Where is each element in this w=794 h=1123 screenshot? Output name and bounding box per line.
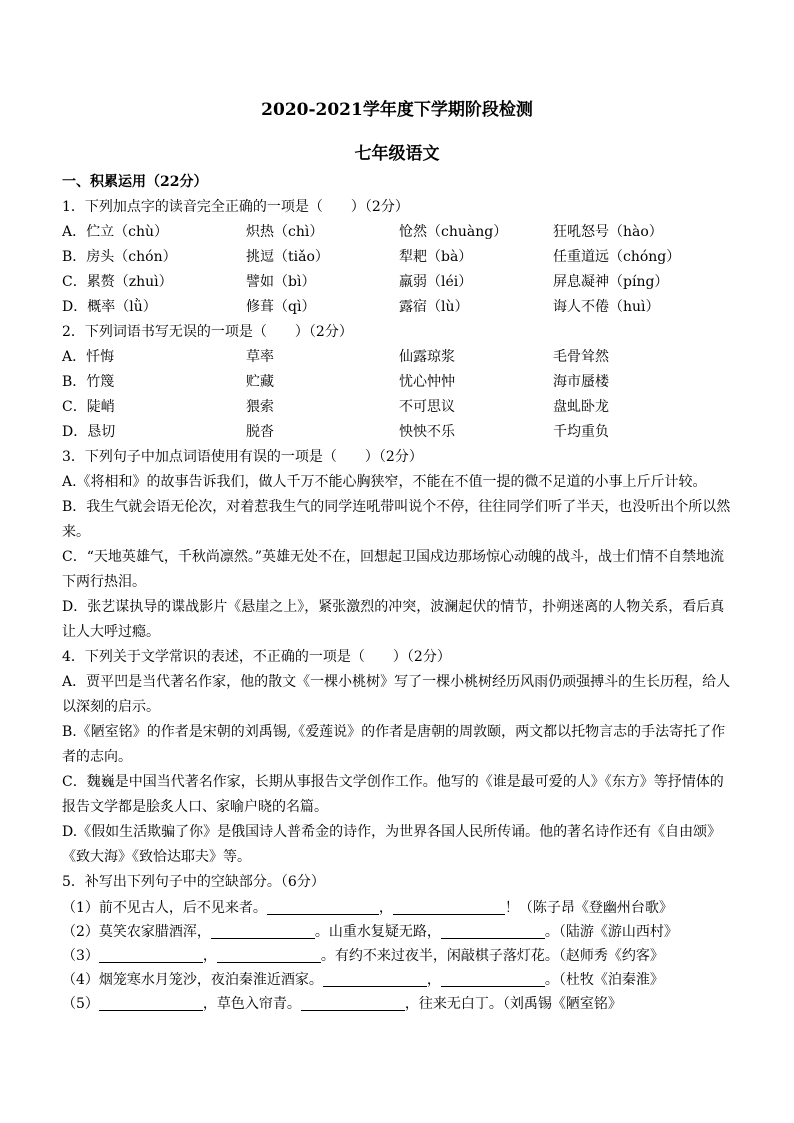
option-cell: 露宿（lù） — [399, 299, 469, 315]
question-2-stem: 2．下列词语书写无误的一项是（ ）（2分） — [62, 324, 353, 340]
question-2-option-a — [62, 345, 738, 370]
fill-line-3 — [62, 944, 738, 969]
option-cell: A．伫立（chù） — [62, 224, 168, 240]
option-cell: B．竹篾 — [62, 374, 115, 390]
question-4-option-b: B.《陋室铭》的作者是宋朝的刘禹锡,《爱莲说》的作者是唐朝的周敦颐，两文都以托物言志的手法寄托了作 — [62, 724, 726, 740]
fill-text: ， — [378, 900, 393, 916]
question-4-stem: 4．下列关于文学常识的表述，不正确的一项是（ ）（2分） — [62, 649, 451, 665]
answer-blank[interactable] — [441, 924, 545, 939]
option-cell: 炽热（chì） — [246, 224, 324, 240]
question-3-option-a: A.《将相和》的故事告诉我们，做人千万不能心胸狭窄，不能在不值一提的微不足道的小事上斤斤计较。 — [62, 474, 707, 490]
option-cell: 任重道远（chóng） — [553, 249, 681, 265]
answer-blank[interactable] — [99, 948, 203, 963]
question-4-option-b-cont: 者的志向。 — [62, 749, 132, 765]
fill-text: ， — [426, 972, 441, 988]
question-1-stem: 1．下列加点字的读音完全正确的一项是（ ）（2分） — [62, 199, 409, 215]
option-cell: 猥索 — [246, 399, 274, 415]
fill-text: 。（杜牧《泊秦淮》 — [544, 972, 664, 988]
exam-title: 2020-2021学年度下学期阶段检测 — [261, 100, 533, 120]
question-2-option-d — [62, 420, 738, 445]
option-cell: 狂吼怒号（hào） — [553, 224, 663, 240]
fill-text: （5） — [62, 996, 99, 1012]
answer-blank[interactable] — [267, 900, 379, 915]
fill-text: （1）前不见古人，后不见来者。 — [62, 900, 267, 916]
fill-line-5 — [62, 992, 738, 1017]
option-cell: A．忏悔 — [62, 349, 115, 365]
answer-blank[interactable] — [99, 996, 203, 1011]
question-4-option-d-cont: 《致大海》《致恰达耶夫》等。 — [62, 849, 251, 865]
question-1-option-a — [62, 220, 738, 245]
fill-line-1 — [62, 896, 738, 921]
question-1-option-c — [62, 270, 738, 295]
question-4-option-c: C．魏巍是中国当代著名作家，长期从事报告文学创作工作。他写的《谁是最可爱的人》《东方》等抒情体的 — [62, 774, 724, 790]
question-3-option-d: D．张艺谋执导的谍战影片《悬崖之上》，紧张激烈的冲突，波澜起伏的情节，扑朔迷离的人物关系，看后真 — [62, 599, 725, 615]
question-4-option-a: A．贾平凹是当代著名作家，他的散文《一棵小桃树》写了一棵小桃树经历风雨仍顽强搏斗的生长历程，给人 — [62, 674, 731, 690]
question-4-option-c-cont: 报告文学都是脍炙人口、家喻户晓的名篇。 — [62, 799, 328, 815]
answer-blank[interactable] — [211, 924, 315, 939]
answer-blank[interactable] — [301, 996, 405, 1011]
option-cell: 怏怏不乐 — [399, 424, 455, 440]
question-3-option-d-cont: 让人大呼过瘾。 — [62, 624, 160, 640]
option-cell: 千均重负 — [553, 424, 609, 440]
option-cell: B．房头（chón） — [62, 249, 177, 265]
option-cell: 羸弱（léi） — [399, 274, 473, 290]
option-cell: 忧心忡忡 — [399, 374, 455, 390]
option-cell: 怆然（chuàng） — [399, 224, 508, 240]
option-cell: 贮藏 — [246, 374, 274, 390]
answer-blank[interactable] — [441, 972, 545, 987]
answer-blank[interactable] — [393, 900, 505, 915]
option-cell: 毛骨耸然 — [553, 349, 609, 365]
option-cell: D．概率（lǜ） — [62, 299, 157, 315]
question-3-stem: 3．下列句子中加点词语使用有误的一项是（ ）（2分） — [62, 449, 423, 465]
option-cell: C．累赘（zhuì） — [62, 274, 173, 290]
option-cell: 屏息凝神（píng） — [553, 274, 669, 290]
question-5-stem: 5．补写出下列句子中的空缺部分。（6分） — [62, 874, 325, 890]
fill-text: ！（陈子昂《登幽州台歌》 — [504, 900, 673, 916]
option-cell: 海市蜃楼 — [553, 374, 609, 390]
option-cell: C．陡峭 — [62, 399, 115, 415]
question-3-option-c: C．“天地英雄气，千秋尚凛然。”英雄无处不在，回想起卫国戍边那场惊心动魄的战斗，战士们情不自禁地流 — [62, 549, 725, 565]
fill-text: 。有约不来过夜半，闲敲棋子落灯花。（赵师秀《约客》 — [320, 948, 664, 964]
fill-text: ， — [202, 948, 217, 964]
question-4-option-a-cont: 以深刻的启示。 — [62, 699, 160, 715]
option-cell: D．恳切 — [62, 424, 116, 440]
fill-text: ，草色入帘青。 — [202, 996, 301, 1012]
question-1-option-d — [62, 295, 738, 320]
exam-subtitle: 七年级语文 — [354, 144, 440, 164]
fill-line-2 — [62, 920, 738, 945]
option-cell: 挑逗（tiǎo） — [246, 249, 329, 265]
question-1-option-b — [62, 245, 738, 270]
fill-text: ，往来无白丁。（刘禹锡《陋室铭》 — [404, 996, 622, 1012]
option-cell: 不可思议 — [399, 399, 455, 415]
answer-blank[interactable] — [217, 948, 321, 963]
question-2-option-b — [62, 370, 738, 395]
option-cell: 譬如（bì） — [246, 274, 316, 290]
question-2-option-c — [62, 395, 738, 420]
fill-text: （2）莫笑农家腊酒浑， — [62, 924, 211, 940]
fill-text: 。（陆游《游山西村》 — [544, 924, 678, 940]
option-cell: 仙露琼浆 — [399, 349, 455, 365]
option-cell: 犁耙（bà） — [399, 249, 473, 265]
option-cell: 修葺（qì） — [246, 299, 316, 315]
option-cell: 脱沓 — [246, 424, 274, 440]
question-3-option-b: B．我生气就会语无伦次，对着惹我生气的同学连吼带叫说个不停，往往同学们听了半天，也没听出个所以然 — [62, 499, 731, 515]
option-cell: 盘虬卧龙 — [553, 399, 609, 415]
fill-line-4 — [62, 968, 738, 993]
fill-text: 。山重水复疑无路， — [314, 924, 441, 940]
question-3-option-b-cont: 来。 — [62, 524, 90, 540]
question-4-option-d: D.《假如生活欺骗了你》是俄国诗人普希金的诗作，为世界各国人民所传诵。他的著名诗作还有《自由颂》 — [62, 824, 722, 840]
fill-text: （3） — [62, 948, 99, 964]
answer-blank[interactable] — [323, 972, 427, 987]
option-cell: 草率 — [246, 349, 274, 365]
section-heading: 一、积累运用（22分） — [62, 174, 208, 190]
option-cell: 诲人不倦（huì） — [553, 299, 660, 315]
fill-text: （4）烟笼寒水月笼沙，夜泊秦淮近酒家。 — [62, 972, 323, 988]
question-3-option-c-cont: 下两行热泪。 — [62, 574, 146, 590]
